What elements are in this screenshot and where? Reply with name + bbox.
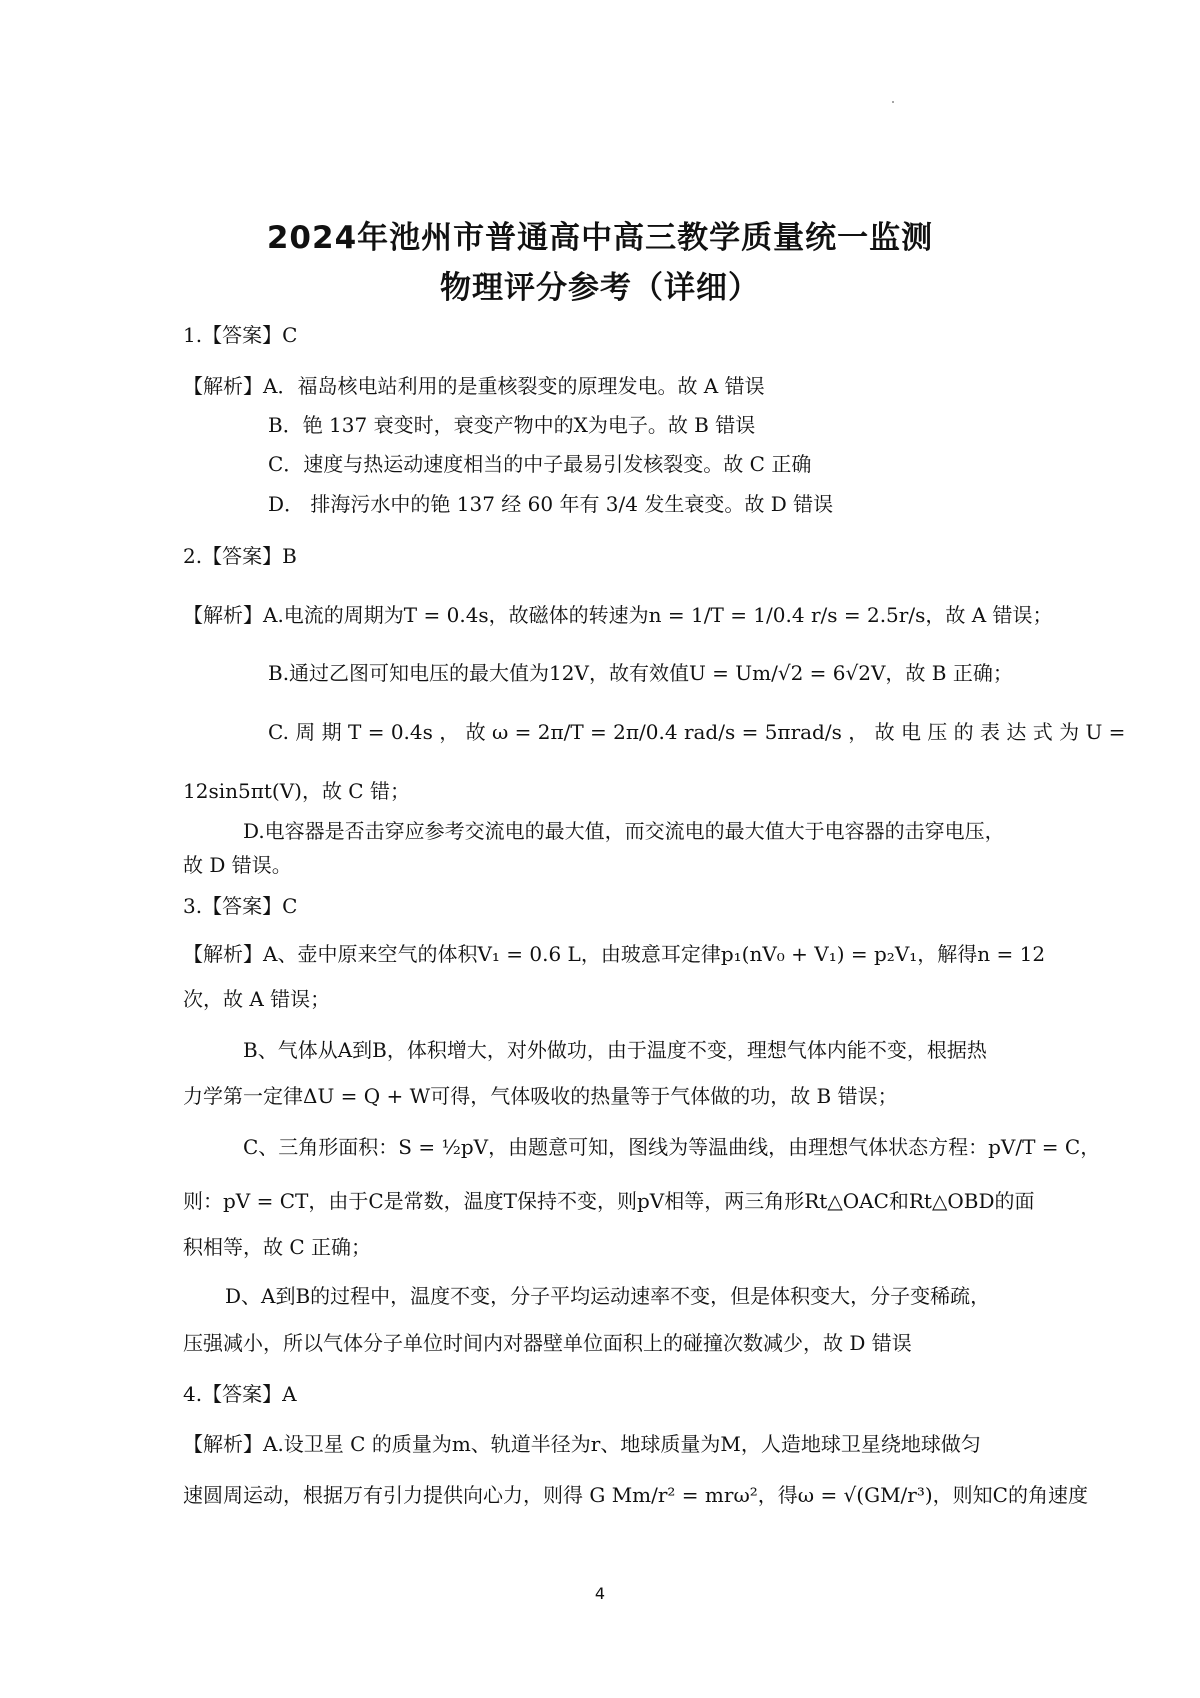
q3-analysis-c-end: 积相等，故 C 正确； xyxy=(183,1235,372,1259)
q1-answer: 1.【答案】C xyxy=(183,323,298,347)
q3-analysis-d-cont: 压强减小，所以气体分子单位时间内对器壁单位面积上的碰撞次数减少，故 D 错误 xyxy=(183,1331,912,1355)
q2-analysis-c: C. 周 期 T = 0.4s ， 故 ω = 2π/T = 2π/0.4 rad/s = 5πrad/s ， 故 电 压 的 表 达 式 为 U = xyxy=(268,720,1126,744)
q2-answer: 2.【答案】B xyxy=(183,544,297,568)
q3-analysis-b-cont: 力学第一定律ΔU = Q + W可得，气体吸收的热量等于气体做的功，故 B 错误； xyxy=(183,1084,898,1108)
document-title: 2024年池州市普通高中高三教学质量统一监测 xyxy=(266,220,934,256)
page-number: 4 xyxy=(594,1584,606,1603)
q3-analysis-d: D、A到B的过程中，温度不变，分子平均运动速率不变，但是体积变大，分子变稀疏， xyxy=(225,1284,991,1308)
q1-analysis-a: 【解析】A．福岛核电站利用的是重核裂变的原理发电。故 A 错误 xyxy=(183,374,765,398)
q3-analysis-a-cont: 次，故 A 错误； xyxy=(183,987,331,1011)
q1-analysis-c: C．速度与热运动速度相当的中子最易引发核裂变。故 C 正确 xyxy=(268,452,812,476)
q3-answer: 3.【答案】C xyxy=(183,894,298,918)
q4-answer: 4.【答案】A xyxy=(183,1382,297,1406)
q2-analysis-b: B.通过乙图可知电压的最大值为12V，故有效值U = Um/√2 = 6√2V，故 B 正确； xyxy=(268,661,1013,685)
document-subtitle: 物理评分参考（详细） xyxy=(440,270,760,306)
q3-analysis-c-cont: 则：pV = CT，由于C是常数，温度T保持不变，则pV相等，两三角形Rt△OAC和Rt△OBD的面 xyxy=(183,1189,1035,1213)
q2-analysis-d-cont: 故 D 错误。 xyxy=(183,853,292,877)
q1-analysis-d: D． 排海污水中的铯 137 经 60 年有 3/4 发生衰变。故 D 错误 xyxy=(268,492,834,516)
q2-analysis-d: D.电容器是否击穿应参考交流电的最大值，而交流电的最大值大于电容器的击穿电压， xyxy=(243,819,1005,843)
q2-analysis-c-cont: 12sin5πt(V)，故 C 错； xyxy=(183,779,410,803)
q1-analysis-b: B．铯 137 衰变时，衰变产物中的X为电子。故 B 错误 xyxy=(268,413,756,437)
q3-analysis-a: 【解析】A、壶中原来空气的体积V₁ = 0.6 L，由玻意耳定律p₁(nV₀ + V₁) = p₂V₁，解得n = 12 xyxy=(183,942,1046,966)
q3-analysis-c: C、三角形面积：S = ½pV，由题意可知，图线为等温曲线，由理想气体状态方程：pV/T = C， xyxy=(243,1135,1101,1159)
q2-analysis-a: 【解析】A.电流的周期为T = 0.4s，故磁体的转速为n = 1/T = 1/0.4 r/s = 2.5r/s，故 A 错误； xyxy=(183,603,1053,627)
q4-analysis-a: 【解析】A.设卫星 C 的质量为m、轨道半径为r、地球质量为M，人造地球卫星绕地球做匀 xyxy=(183,1432,981,1456)
q3-analysis-b: B、气体从A到B，体积增大，对外做功，由于温度不变，理想气体内能不变，根据热 xyxy=(243,1038,987,1062)
scan-speck xyxy=(892,101,894,103)
q4-analysis-a-cont: 速圆周运动，根据万有引力提供向心力，则得 G Mm/r² = mrω²，得ω = √(GM/r³)，则知C的角速度 xyxy=(183,1483,1088,1507)
